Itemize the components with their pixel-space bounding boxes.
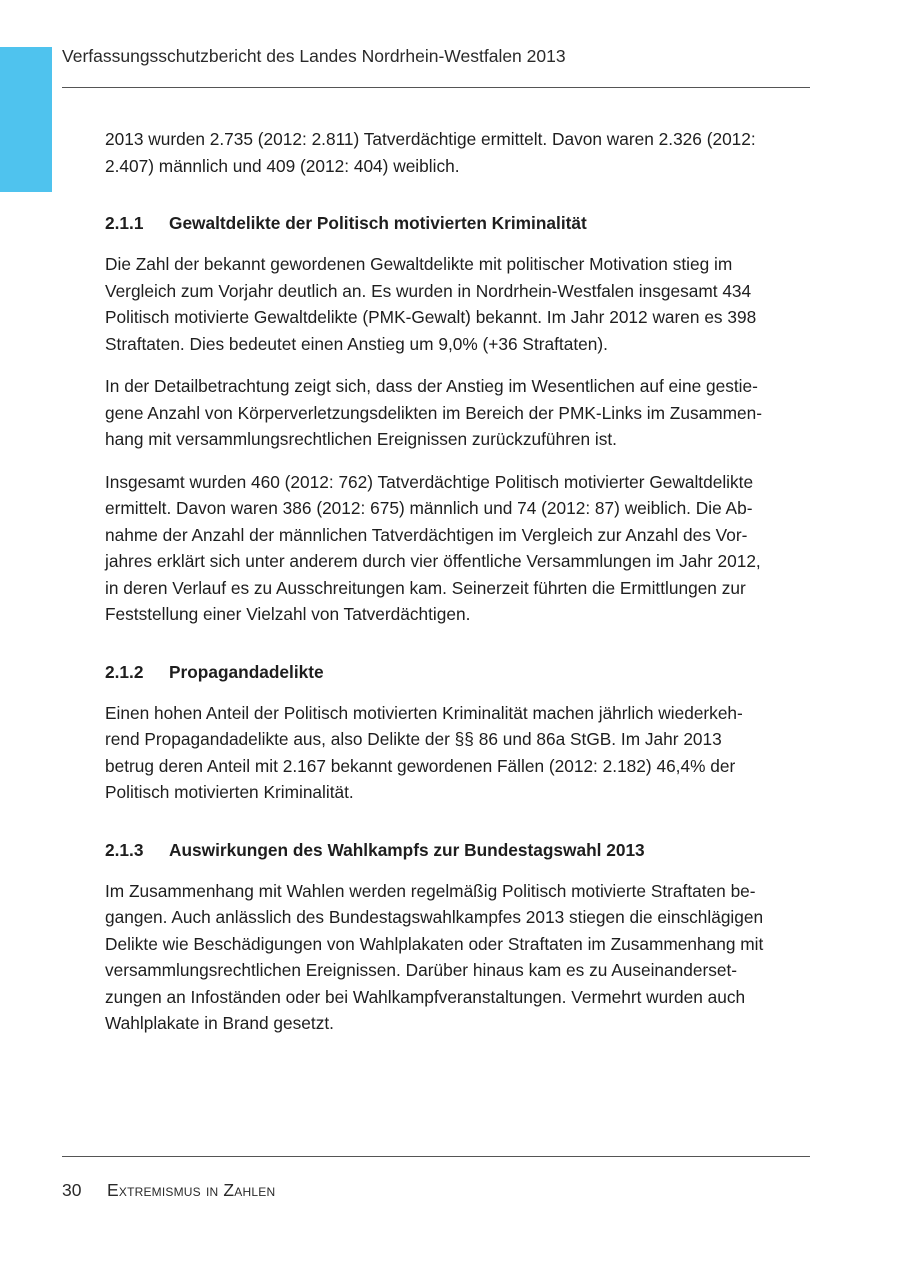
text-line: rend Propagandadelikte aus, also Delikte der §§ 86 und 86a StGB. Im Jahr 2013 xyxy=(105,729,722,749)
text-line: Delikte wie Beschädigungen von Wahlplakaten oder Straftaten im Zusammenhang mit xyxy=(105,933,764,954)
text-line: Wahlplakate in Brand gesetzt. xyxy=(105,1013,334,1033)
text-line: Einen hohen Anteil der Politisch motivierten Kriminalität machen jährlich wiederkeh- xyxy=(105,702,743,723)
text-line: zungen an Infoständen oder bei Wahlkampfveranstaltungen. Vermehrt wurden auch xyxy=(105,986,746,1007)
text-line: jahres erklärt sich unter anderem durch vier öffentliche Versammlungen im Jahr 2012, xyxy=(105,551,761,571)
text-line: 2.407) männlich und 409 (2012: 404) weiblich. xyxy=(105,155,460,176)
section-heading-2-1-1 xyxy=(105,211,817,235)
page-body xyxy=(105,126,817,1053)
text-line: 2013 wurden 2.735 (2012: 2.811) Tatverdächtige ermittelt. Davon waren 2.326 (2012: xyxy=(105,129,756,149)
intro-paragraph xyxy=(105,126,817,179)
text-line: nahme der Anzahl der männlichen Tatverdächtigen im Vergleich zur Anzahl des Vor- xyxy=(105,524,748,545)
text-line: In der Detailbetrachtung zeigt sich, dass der Anstieg im Wesentlichen auf eine gestie- xyxy=(105,376,758,396)
section-title: Propagandadelikte xyxy=(169,661,324,682)
text-line: Politisch motivierte Gewaltdelikte (PMK-Gewalt) bekannt. Im Jahr 2012 waren es 398 xyxy=(105,307,757,327)
paragraph xyxy=(105,373,817,453)
text-line: gene Anzahl von Körperverletzungsdelikten im Bereich der PMK-Links im Zusammen- xyxy=(105,402,762,423)
section-heading-2-1-2 xyxy=(105,660,817,684)
side-color-tab xyxy=(0,47,52,192)
text-line: Straftaten. Dies bedeutet einen Anstieg um 9,0% (+36 Straftaten). xyxy=(105,333,608,354)
text-line: Insgesamt wurden 460 (2012: 762) Tatverdächtige Politisch motivierter Gewaltdelikte xyxy=(105,471,754,492)
paragraph xyxy=(105,469,817,628)
text-line: gangen. Auch anlässlich des Bundestagswahlkampfes 2013 stiegen die einschlägigen xyxy=(105,907,764,927)
section-title: Auswirkungen des Wahlkampfs zur Bundestagswahl 2013 xyxy=(169,839,645,860)
text-line: versammlungsrechtlichen Ereignissen. Darüber hinaus kam es zu Auseinanderset- xyxy=(105,960,738,980)
text-line: Im Zusammenhang mit Wahlen werden regelmäßig Politisch motivierte Straftaten be- xyxy=(105,880,756,901)
section-title: Gewaltdelikte der Politisch motivierten Kriminalität xyxy=(169,213,587,233)
header-divider xyxy=(62,87,810,88)
text-line: Politisch motivierten Kriminalität. xyxy=(105,782,354,802)
paragraph xyxy=(105,878,817,1037)
text-line: hang mit versammlungsrechtlichen Ereignissen zurückzuführen ist. xyxy=(105,429,617,449)
paragraph xyxy=(105,700,817,806)
text-line: Die Zahl der bekannt gewordenen Gewaltdelikte mit politischer Motivation stieg im xyxy=(105,254,733,274)
text-line: Feststellung einer Vielzahl von Tatverdächtigen. xyxy=(105,604,471,624)
paragraph xyxy=(105,251,817,357)
text-line: ermittelt. Davon waren 386 (2012: 675) männlich und 74 (2012: 87) weiblich. Die Ab- xyxy=(105,498,753,518)
text-line: betrug deren Anteil mit 2.167 bekannt gewordenen Fällen (2012: 2.182) 46,4% der xyxy=(105,755,736,776)
text-line: in deren Verlauf es zu Ausschreitungen kam. Seinerzeit führten die Ermittlungen zur xyxy=(105,577,746,598)
section-number: 2.1.3 xyxy=(105,839,144,860)
section-number: 2.1.1 xyxy=(105,213,144,233)
page-number: 30 xyxy=(62,1180,82,1200)
footer-section-title: Extremismus in Zahlen xyxy=(107,1180,276,1200)
page-header-title: Verfassungsschutzbericht des Landes Nordrhein-Westfalen 2013 xyxy=(62,46,566,66)
text-line: Vergleich zum Vorjahr deutlich an. Es wurden in Nordrhein-Westfalen insgesamt 434 xyxy=(105,280,752,301)
footer-divider xyxy=(62,1156,810,1157)
section-heading-2-1-3 xyxy=(105,838,817,862)
page-footer xyxy=(62,1180,275,1201)
section-number: 2.1.2 xyxy=(105,661,144,682)
